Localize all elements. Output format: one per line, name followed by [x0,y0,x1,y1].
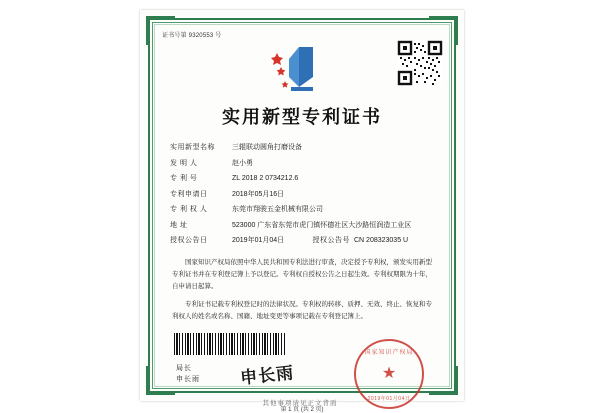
field-value: 2018年05月16日 [232,190,285,198]
field-value: 赵小勇 [232,159,253,167]
field-row [170,174,434,185]
field-label: 实用新型名称 [170,144,215,151]
seal-star-icon: ★ [381,364,397,382]
field-value: 2019年01月04日 [232,237,285,244]
header-row [162,41,442,99]
field-list [170,143,434,247]
field-row [170,236,434,247]
seal-top-text: 国家知识产权局 [364,349,414,356]
seal-bottom-text: 2019年01月04日 [367,395,411,402]
page-title: 实用新型专利证书 [222,107,382,127]
field-label: 授权公告号 [312,237,350,244]
body-paragraph: 国家知识产权局依照中华人民共和国专利法进行审查，决定授予专利权，颁发实用新型专利证书并在专利登记簿上予以登记。专利权自授权公告之日起生效。专利权期限为十年，自申请日起算。 [172,258,432,290]
field-label: 专 利 权 人 [170,206,208,213]
field-label: 专 利 号 [170,175,198,182]
field-label: 发 明 人 [170,159,198,167]
patent-emblem-icon [269,43,335,95]
field-row [170,190,434,201]
body-text [172,257,432,323]
footer-note: 其他事项请见正文背面 [262,400,338,407]
handwritten-signature: 申长雨 [239,362,296,388]
field-value: 三辊联动圆角打磨设备 [232,144,302,151]
field-row [170,221,434,232]
field-value: CN 208323035 U [354,237,409,244]
field-value: 523000 广东省东莞市虎门镇怀德社区大沙路恒润造工业区 [232,221,412,229]
barcode [174,333,286,355]
body-paragraph: 专利证书记载专利权登记时的法律状况。专利权的转移、质押、无效、终止、恢复和专利权人的姓名或名称、国籍、地址变更等事项记载在专利登记簿上。 [172,300,432,320]
director-title-label: 局长 [176,364,192,372]
director-labels [176,363,200,385]
field-label: 授权公告日 [170,237,208,244]
field-value: 东莞市翔骏五金机械有限公司 [232,206,323,213]
certificate-number: 证书号第 9320553 号 [162,33,222,39]
field-row [170,159,434,170]
director-name-label: 申长雨 [176,375,200,383]
field-label: 地 址 [170,221,188,229]
qr-code-icon [398,41,442,85]
field-label: 专利申请日 [170,190,208,198]
field-row [170,205,434,216]
field-row [170,143,434,154]
page-number: 第 1 页 (共 2 页) [280,406,324,413]
field-value: ZL 2018 2 0734212.6 [232,175,299,182]
